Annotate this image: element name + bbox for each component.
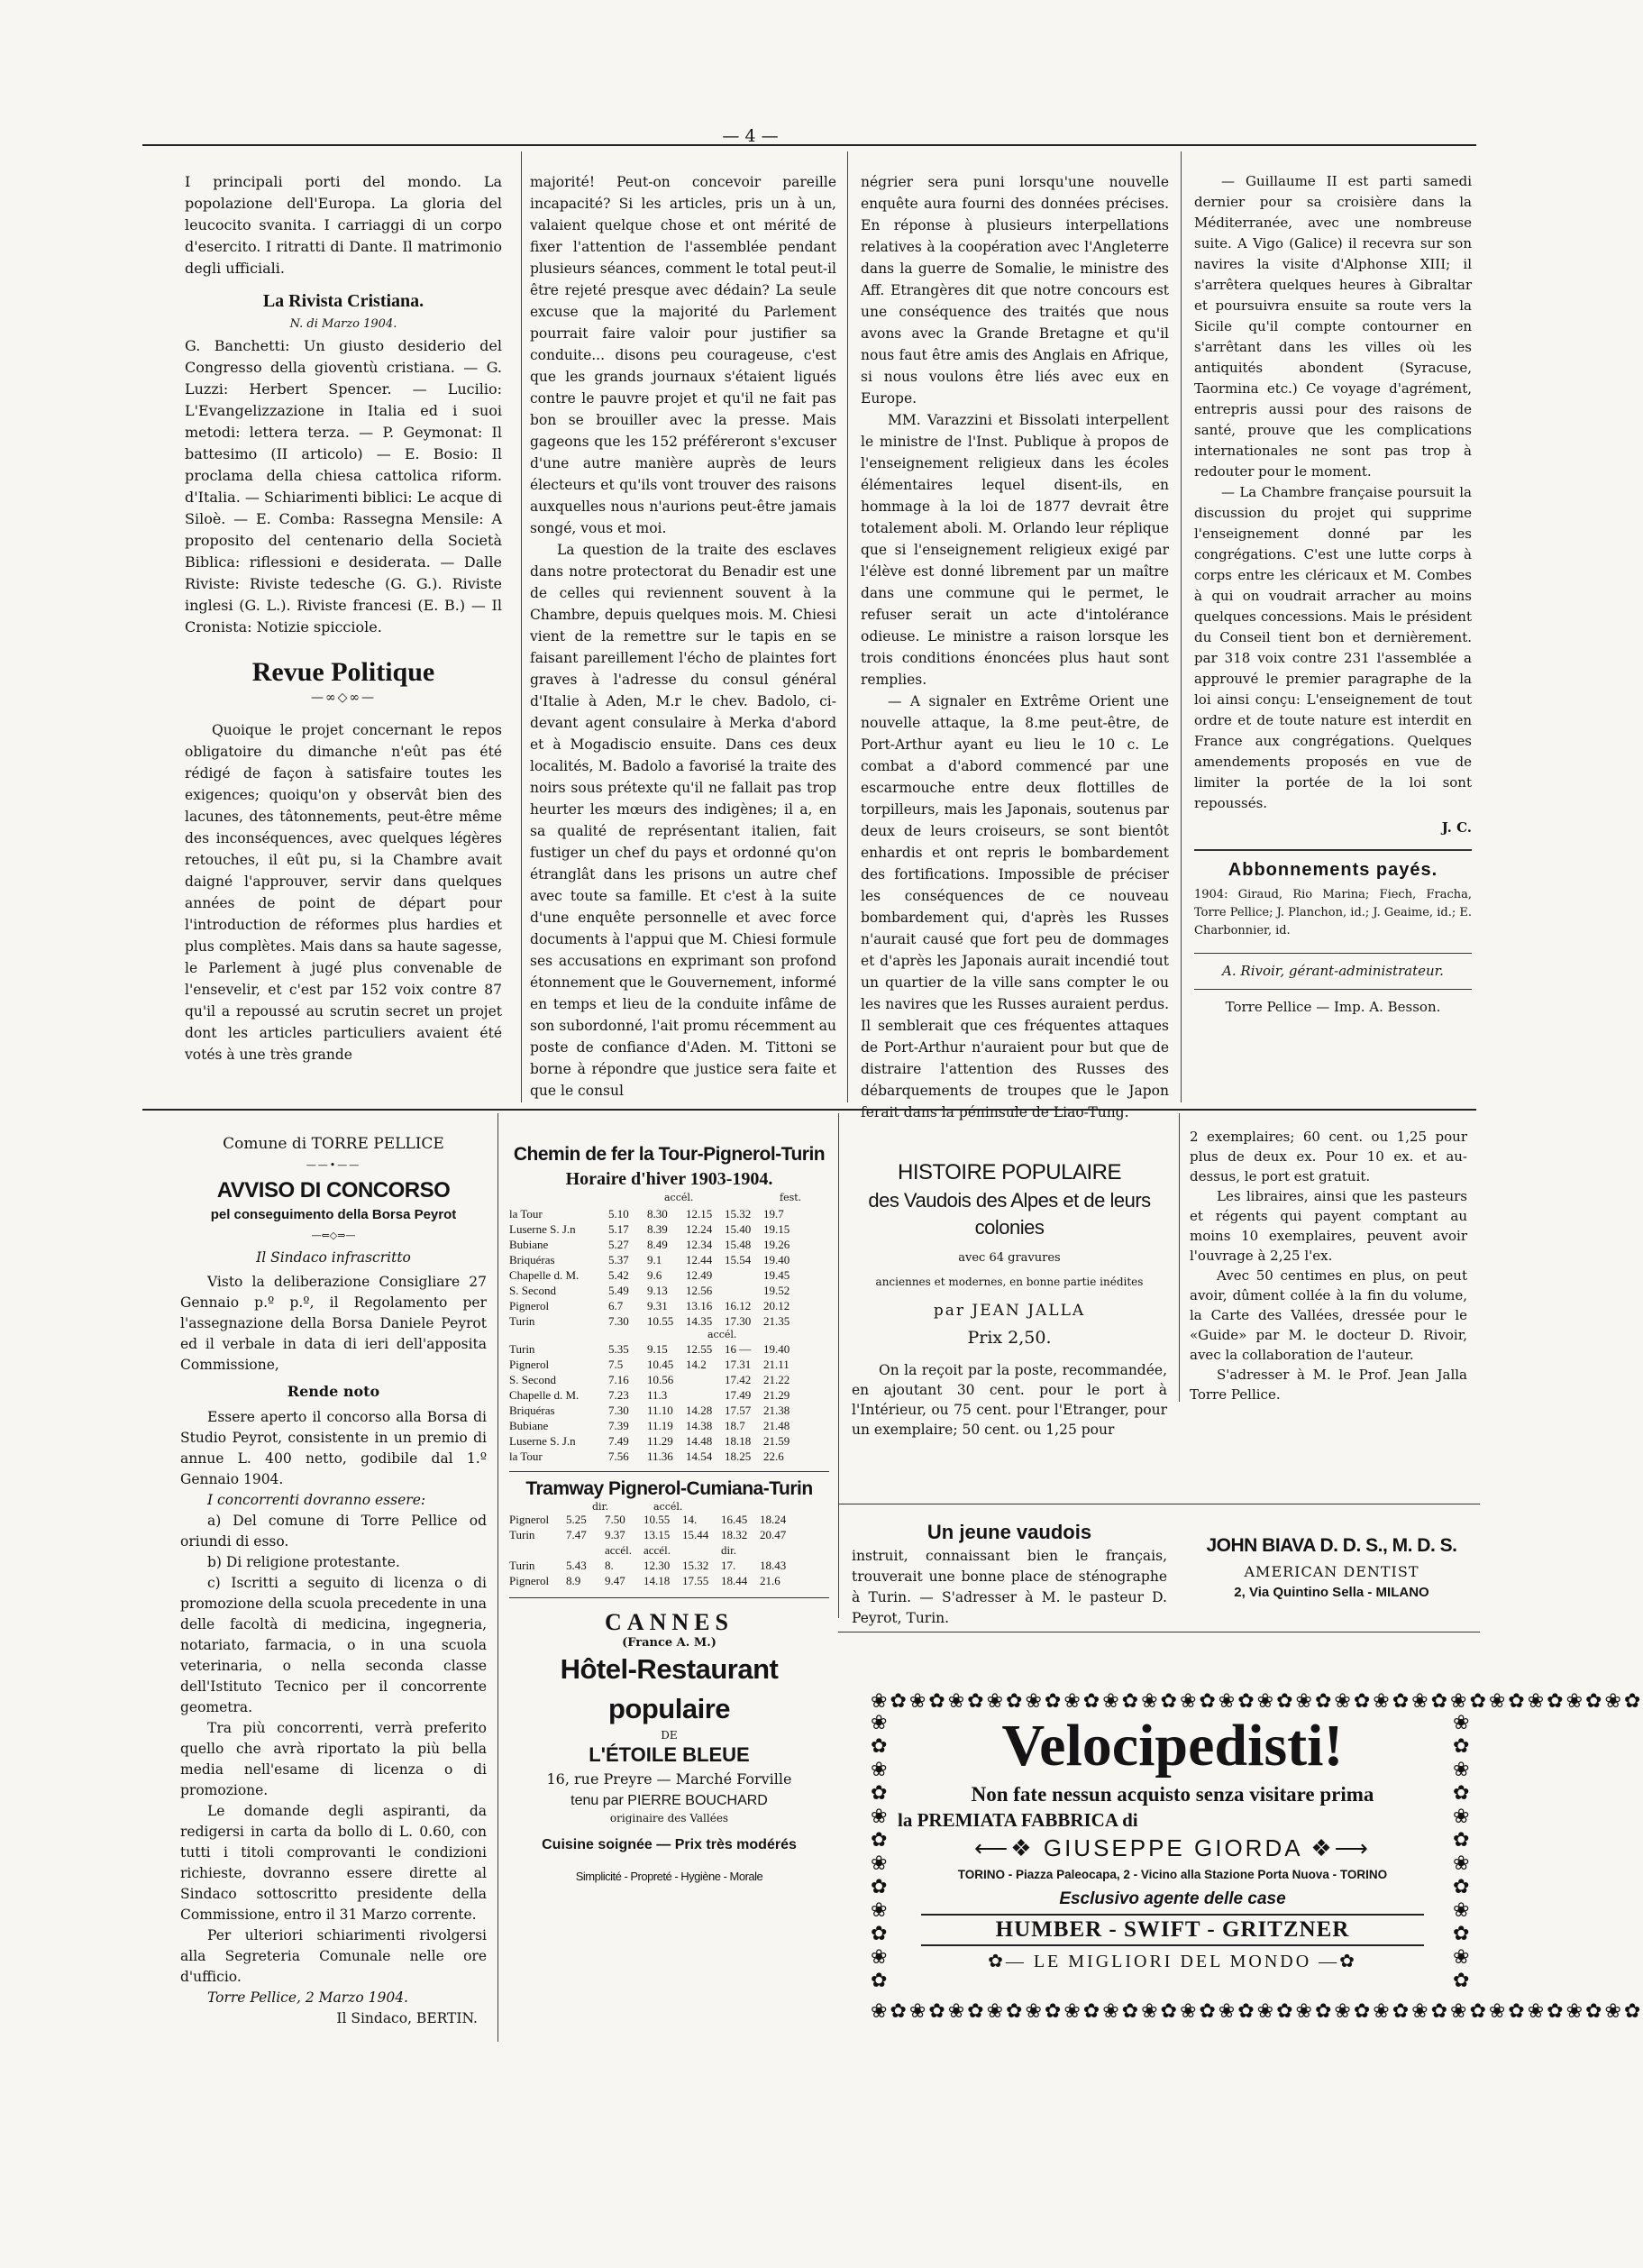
station-cell: S. Second xyxy=(509,1284,556,1297)
timetable-row xyxy=(509,1387,802,1403)
page-number: — 4 — xyxy=(722,126,779,146)
time-cell: 17.42 xyxy=(725,1373,752,1386)
biava-address: 2, Via Quintino Sella - MILANO xyxy=(1234,1585,1429,1600)
station-cell: Chapelle d. M. xyxy=(509,1388,580,1402)
time-cell: 12.44 xyxy=(686,1253,713,1267)
revue-paragraph: — La Chambre française poursuit la discussion du projet qui supprime l'enseignement donné par les congrégations. C'est une lutte corps à corps entre les cléricaux et M. Combes à qui on voudrait arracher au moins quelques concessions. Mais le président du Conseil tient bon et dernièrement. par 318 voix contre 231 l'assemblée a approuvé le premier paragraphe de la loi ainsi conçu: L'enseignement de tout ordre et de toute nature est interdit en France aux congrégations. Quelques amendements proposés en vue de limiter la portée de la loi sont repoussés. xyxy=(1194,484,1472,811)
time-cell: 12.55 xyxy=(686,1342,713,1356)
tram-row xyxy=(509,1573,799,1588)
time-cell: 19.26 xyxy=(763,1238,790,1251)
ornament: —∞◇∞— xyxy=(310,690,377,705)
column-divider xyxy=(847,151,848,1102)
station-cell: Pignerol xyxy=(509,1358,550,1371)
time-cell: 19.52 xyxy=(763,1284,790,1297)
station-cell: Turin xyxy=(509,1342,535,1356)
time-cell: 9.47 xyxy=(605,1574,625,1587)
revue-paragraph: — Guillaume II est parti samedi dernier pour sa croisière dans la Méditerranée, avec une nombreuse suite. A Vigo (Galice) il recevra sur son navires la visite d'Alphonse XIII; il s'arrêtera quelques heures à Gibraltar et poursuivra ensuite sa route vers la Sicile qu'il compte contourner en s'arrêtant dans les villes où les antiquités abondent (Syracuse, Taormina etc.) Ce voyage d'agrément, entrepris aussi pour des raisons de santé, prouve que les complications internationales ne sont pas trop à redouter pour le moment. xyxy=(1194,173,1472,480)
time-cell: 7.56 xyxy=(608,1450,629,1463)
time-cell: 15.32 xyxy=(682,1559,709,1572)
divider xyxy=(1194,849,1472,851)
time-cell: 14.2 xyxy=(686,1358,707,1371)
time-cell: 21.6 xyxy=(760,1574,780,1587)
giorda-name: ⟵❖ GIUSEPPE GIORDA ❖⟶ xyxy=(974,1834,1371,1861)
floral-border-bottom: ❀✿❀✿❀✿❀✿❀✿❀✿❀✿❀✿❀✿❀✿❀✿❀✿❀✿❀✿❀✿❀✿❀✿❀✿❀✿❀✿ xyxy=(871,2000,1643,2023)
time-cell: 19.45 xyxy=(763,1268,790,1282)
time-cell: 5.49 xyxy=(608,1284,629,1297)
time-cell: 16.12 xyxy=(725,1299,752,1312)
gerant-line: A. Rivoir, gérant-administrateur. xyxy=(1222,963,1444,979)
revue-body: Quoique le projet concernant le repos obligatoire du dimanche n'eût pas été rédigé de façon à satisfaire toutes les exigences; quoiqu'on y observât bien des lacunes, des tâtonnements, peut-être même des inconséquences, avec quelques légères retouches, il eût pu, si la Chambre avait daigné l'approuver, servir dans quelques années de point de départ pour l'introduction de réformes plus hardies et plus complètes. Mais dans sa haute sagesse, le Parlement à jugé plus convenable de l'ensevelir, et c'est par 152 voix contre 87 qu'il a repoussé au scrutin secret un projet dont les articles particuliers avaient été votés à une très grande xyxy=(185,722,502,1063)
time-cell: 21.35 xyxy=(763,1314,790,1328)
time-cell: 12.15 xyxy=(686,1207,713,1221)
station-cell: Bubiane xyxy=(509,1419,549,1432)
header-accel: accél. xyxy=(707,1329,737,1340)
tram-header-dir: dir. xyxy=(592,1501,609,1513)
histoire-contact: S'adresser à M. le Prof. Jean Jalla Torre Pellice. xyxy=(1190,1367,1467,1403)
comune-header: Comune di TORRE PELLICE xyxy=(223,1135,444,1153)
time-cell: 17.57 xyxy=(725,1404,752,1417)
time-cell: 17. xyxy=(721,1559,736,1572)
time-cell: 22.6 xyxy=(763,1450,784,1463)
velo-slogan: ✿— LE MIGLIORI DEL MONDO —✿ xyxy=(988,1952,1357,1971)
rivista-title: La Rivista Cristiana. xyxy=(262,291,424,311)
notice-lines: I principali porti del mondo. La popolazione dell'Europa. La gloria del leucocito svanita. I carriaggi di un corpo d'esercito. I ritratti di Dante. Il matrimonio degli ufficiali. xyxy=(185,173,502,277)
cannes-de: DE xyxy=(661,1729,678,1742)
velo-slogan-label: LE MIGLIORI DEL MONDO xyxy=(1033,1952,1312,1971)
concorso-paragraph: Per ulteriori schiarimenti rivolgersi alla Segreteria Comunale nelle ore d'ufficio. xyxy=(180,1927,487,1985)
time-cell: 14.48 xyxy=(686,1434,713,1448)
time-cell: 9.6 xyxy=(647,1268,662,1282)
sindaco-line: Il Sindaco infrascritto xyxy=(256,1249,411,1266)
time-cell: 18.44 xyxy=(721,1574,748,1587)
time-cell: 7.50 xyxy=(605,1513,625,1526)
histoire-continued xyxy=(1190,1127,1467,1404)
time-cell: 18.43 xyxy=(760,1559,787,1572)
station-cell: Luserne S. J.n xyxy=(509,1434,576,1448)
time-cell: 15.32 xyxy=(725,1207,752,1221)
floral-border-left: ❀ ✿ ❀ ✿ ❀ ✿ ❀ ✿ ❀ ✿ ❀ ✿ xyxy=(871,1712,890,1992)
time-cell xyxy=(682,1542,721,1558)
requisite-c: c) Iscritti a seguito di licenza o di promozione della scuola precedente in una delle facoltà di medicina, ingegneria, notariato, farmacia, o in una scuola veterinaria, o nella seconda classe dell'Istituto Tecnico per il concorrente geometra. xyxy=(180,1575,487,1715)
time-cell: 9.31 xyxy=(647,1299,668,1312)
header-fest: fest. xyxy=(780,1192,802,1203)
tram-row xyxy=(509,1512,799,1527)
concorso-subtitle: pel conseguimento della Borsa Peyrot xyxy=(210,1207,457,1222)
station-cell: Bubiane xyxy=(509,1238,549,1251)
time-cell: 8. xyxy=(605,1559,614,1572)
timetable-row xyxy=(509,1433,802,1449)
time-cell: 9.15 xyxy=(647,1342,668,1356)
tram-row xyxy=(509,1542,799,1558)
time-cell: 15.40 xyxy=(725,1222,752,1236)
section-rule xyxy=(142,1109,1476,1111)
velo-agent: Esclusivo agente delle case xyxy=(1059,1889,1286,1908)
concorso-paragraph: Visto la deliberazione Consigliare 27 Gennaio p.º p.º, il Regolamento per l'assegnazione della Borsa Daniele Peyrot ed il verbale in data di ieri dell'apposita Commissione, xyxy=(180,1274,487,1373)
time-cell: 17.30 xyxy=(725,1314,752,1328)
time-cell: 8.49 xyxy=(647,1238,668,1251)
station-cell: Pignerol xyxy=(509,1299,550,1312)
time-cell: 5.10 xyxy=(608,1207,629,1221)
station-cell: Pignerol xyxy=(509,1574,550,1587)
concorso-date: Torre Pellice, 2 Marzo 1904. xyxy=(207,1989,408,2006)
timetable-row xyxy=(509,1313,802,1329)
station-cell: Briquéras xyxy=(509,1253,555,1267)
histoire-paragraph: Les libraires, ainsi que les pasteurs et régents qui payent comptant au moins 10 exemplaires, peuvent avoir l'ouvrage à 2,25 l'ex. xyxy=(1190,1188,1467,1264)
time-cell xyxy=(686,1387,725,1403)
time-cell: dir. xyxy=(721,1543,736,1557)
etoile-bleue: L'ÉTOILE BLEUE xyxy=(589,1743,750,1766)
velo-line-2: la PREMIATA FABBRICA di xyxy=(898,1809,1138,1831)
histoire-gravures: avec 64 gravures xyxy=(958,1251,1061,1265)
header-rule xyxy=(142,144,1476,146)
column-2 xyxy=(530,171,836,1102)
time-cell xyxy=(686,1372,725,1387)
timetable-row xyxy=(509,1237,802,1252)
revue-paragraph: négrier sera puni lorsqu'une nouvelle enquête aura fourni des données précises. En réponse à plusieurs interpellations relatives à la coopération avec l'Angleterre dans la guerre de Somalie, le ministre des Aff. Etrangères dit que notre concours est une conséquence des traités que nous avons avec la Grande Bretagne et qu'il nous faut être amis des Anglais en Afrique, si nous voulons être liés avec eux en Europe. xyxy=(861,174,1169,407)
concorso-paragraph: Tra più concorrenti, verrà preferito quello che avrà riportato la più bella media nell'esame di licenza o di promozione. xyxy=(180,1720,487,1798)
time-cell: 20.47 xyxy=(760,1528,787,1541)
time-cell: 9.13 xyxy=(647,1284,668,1297)
timetable-box xyxy=(509,1143,829,1883)
time-cell: 17.49 xyxy=(725,1388,752,1402)
time-cell: 10.45 xyxy=(647,1358,674,1371)
velo-brands: HUMBER - SWIFT - GRITZNER xyxy=(921,1914,1424,1946)
revue-paragraph: majorité! Peut-on concevoir pareille incapacité? Si les articles, pris un à un, valaient quelque chose et ont mérité de fixer l'attention de l'assemblée pendant plusieurs séances, comment le total peut-il être rejeté presque avec dédain? La seule excuse que la majorité du Parlement pourrait faire valoir pour justifier sa conduite... disons peu courageuse, c'est que les grands journaux s'étaient ligués contre le pauvre projet et qu'il ne fait pas bon se brouiller avec la presse. Mais gageons que les 152 préféreront s'excuser d'une autre manière auprès de leurs électeurs et qu'ils vont trouver des raisons auxquelles nous n'aurions peut-être jamais songé, vous et moi. xyxy=(530,174,836,536)
station-cell xyxy=(509,1542,566,1558)
time-cell: 6.7 xyxy=(608,1299,624,1312)
time-cell xyxy=(566,1542,605,1558)
concorso-paragraph: Essere aperto il concorso alla Borsa di Studio Peyrot, consistente in un premio di annue L. 400 netto, godibile dal 1.º Gennaio 1904. xyxy=(180,1409,487,1487)
cannes-city: CANNES xyxy=(605,1609,734,1635)
time-cell: 7.30 xyxy=(608,1314,629,1328)
time-cell: 5.35 xyxy=(608,1342,629,1356)
time-cell: 12.34 xyxy=(686,1238,713,1251)
timetable-row xyxy=(509,1449,802,1464)
requisite-b: b) Di religione protestante. xyxy=(207,1554,400,1570)
station-cell: Turin xyxy=(509,1559,535,1572)
histoire-title: HISTOIRE POPULAIRE xyxy=(898,1160,1121,1184)
timetable-row xyxy=(509,1283,802,1298)
tram-title: Tramway Pignerol-Cumiana-Turin xyxy=(525,1478,813,1499)
abbonnements-list: 1904: Giraud, Rio Marina; Fiech, Fracha, Torre Pellice; J. Planchon, id.; J. Geaime, id.; E. Charbonnier, id. xyxy=(1194,888,1472,937)
column-divider xyxy=(1181,151,1182,1102)
biava-name: JOHN BIAVA D. D. S., M. D. S. xyxy=(1206,1535,1457,1556)
time-cell: 7.16 xyxy=(608,1373,629,1386)
column-divider xyxy=(838,1113,839,1618)
time-cell: 5.27 xyxy=(608,1238,629,1251)
tram-header-accel: accél. xyxy=(653,1501,683,1513)
imprimerie-line: Torre Pellice — Imp. A. Besson. xyxy=(1225,999,1441,1015)
tram-row xyxy=(509,1527,799,1542)
timetable-outbound xyxy=(509,1206,802,1329)
station-cell: la Tour xyxy=(509,1450,543,1463)
histoire-docs: anciennes et modernes, en bonne partie inédites xyxy=(875,1276,1144,1288)
timetable-row xyxy=(509,1267,802,1283)
time-cell: 17.55 xyxy=(682,1574,709,1587)
time-cell: 7.5 xyxy=(608,1358,624,1371)
time-cell: 16 — xyxy=(725,1342,752,1356)
column-divider xyxy=(521,151,522,1102)
time-cell: 14. xyxy=(682,1513,698,1526)
time-cell: 5.42 xyxy=(608,1268,629,1282)
time-cell: accél. xyxy=(605,1543,632,1557)
time-cell: 18.18 xyxy=(725,1434,752,1448)
time-cell: 12.30 xyxy=(644,1559,671,1572)
signature: J. C. xyxy=(1441,819,1472,836)
time-cell: 10.55 xyxy=(644,1513,671,1526)
timetable-row xyxy=(509,1418,802,1433)
timetable-row xyxy=(509,1206,802,1221)
time-cell: 11.36 xyxy=(647,1450,673,1463)
time-cell: 15.48 xyxy=(725,1238,752,1251)
column-4 xyxy=(1194,171,1472,1018)
station-cell: Chapelle d. M. xyxy=(509,1268,580,1282)
divider xyxy=(1194,989,1472,990)
velo-line-1: Non fate nessun acquisto senza visitare prima xyxy=(971,1783,1374,1806)
station-cell: Pignerol xyxy=(509,1513,550,1526)
time-cell: 13.16 xyxy=(686,1299,713,1312)
timetable-row xyxy=(509,1341,802,1357)
time-cell: 9.37 xyxy=(605,1528,625,1541)
time-cell: 18.25 xyxy=(725,1450,752,1463)
hotel-name: Hôtel-Restaurant populaire xyxy=(560,1653,779,1724)
velocipedisti-content xyxy=(894,1710,1451,1975)
time-cell: 5.17 xyxy=(608,1222,629,1236)
timetable-row xyxy=(509,1372,802,1387)
biava-ad xyxy=(1181,1532,1483,1600)
histoire-price: Prix 2,50. xyxy=(967,1328,1052,1348)
timetable-row xyxy=(509,1357,802,1372)
histoire-ad xyxy=(852,1158,1167,1440)
timetable-inbound xyxy=(509,1341,802,1464)
station-cell: Turin xyxy=(509,1528,535,1541)
velocipedisti-ad xyxy=(871,1690,1643,2023)
time-cell: 16.45 xyxy=(721,1513,748,1526)
time-cell: 14.18 xyxy=(644,1574,671,1587)
time-cell: 19.15 xyxy=(763,1222,790,1236)
time-cell: 12.49 xyxy=(686,1268,713,1282)
biava-role: AMERICAN DENTIST xyxy=(1244,1563,1419,1580)
time-cell: 21.59 xyxy=(763,1434,790,1448)
time-cell: 15.54 xyxy=(725,1253,752,1267)
revue-paragraph: La question de la traite des esclaves dans notre protectorat du Benadir est une de celles qui reviennent souvent à la Chambre, depuis quelques mois. M. Chiesi vient de la remettre sur le tapis en se faisant pareillement l'écho de plaintes fort graves à l'adresse du consul général d'Italie à Aden, M.r le chev. Badolo, ci-devant agent consulaire à Merka d'abord et à Mogadiscio ensuite. Dans ces deux localités, M. Badolo a favorisé la traite des noirs sous prétexte qu'il ne fallait pas trop heurter les mœurs des indigènes; il a, en sa qualité de représentant italien, fait fustiger un chef du pays et ordonné qu'on étranglât dans les prisons un autre chef avec toute sa famille. Et c'est à la suite d'une enquête personnelle et avec force documents à l'appui que M. Chiesi formule ses accusations en exprimant son profond étonnement que le Gouvernement, informé en temps et lieu de la conduite infâme de son subordonné, l'ait promu récemment au poste de confiance d'Aden. M. Tittoni se borne à répondre que justice sera faite et que le consul xyxy=(530,542,836,1099)
time-cell: 13.15 xyxy=(644,1528,671,1541)
cannes-address: 16, rue Preyre — Marché Forville xyxy=(546,1770,792,1788)
floral-border-right: ❀ ✿ ❀ ✿ ❀ ✿ ❀ ✿ ❀ ✿ ❀ ✿ xyxy=(1453,1712,1473,1992)
jeune-ad xyxy=(852,1519,1167,1629)
time-cell: 7.30 xyxy=(608,1404,629,1417)
time-cell: 11.29 xyxy=(647,1434,673,1448)
timetable-tram xyxy=(509,1512,799,1588)
time-cell: 21.22 xyxy=(763,1373,790,1386)
time-cell: 11.3 xyxy=(647,1388,668,1402)
concorso-paragraph: Le domande degli aspiranti, da redigersi in carta da bollo di L. 0.60, con tutti i titoli comprovanti le condizioni richieste, dovranno essere dirette al Sindaco sottoscritto presidente della Commissione, entro il 31 Marzo corrente. xyxy=(180,1803,487,1923)
requisite-a: a) Del comune di Torre Pellice od oriundi di esso. xyxy=(180,1513,487,1550)
rivista-date: N. di Marzo 1904. xyxy=(289,317,397,331)
histoire-body: On la reçoit par la poste, recommandée, en ajoutant 30 cent. pour le port à l'Intérieur, ou 75 cent. pour l'Etranger, pour un exemplaire; 50 cent. ou 1,25 pour xyxy=(852,1362,1167,1438)
divider xyxy=(1194,953,1472,954)
station-cell: Briquéras xyxy=(509,1404,555,1417)
cannes-cuisine: Cuisine soignée — Prix très modérés xyxy=(542,1837,797,1852)
timetable-row xyxy=(509,1221,802,1237)
time-cell: 17.31 xyxy=(725,1358,752,1371)
time-cell: 10.56 xyxy=(647,1373,674,1386)
timetable-row xyxy=(509,1252,802,1267)
time-cell: 5.43 xyxy=(566,1559,587,1572)
time-cell: 7.49 xyxy=(608,1434,629,1448)
time-cell: 7.39 xyxy=(608,1419,629,1432)
time-cell xyxy=(725,1267,763,1283)
time-cell: 12.56 xyxy=(686,1284,713,1297)
time-cell xyxy=(725,1283,763,1298)
abbonnements-title: Abbonnements payés. xyxy=(1228,860,1438,880)
time-cell: 11.19 xyxy=(647,1419,673,1432)
jeune-body: instruit, connaissant bien le français, trouverait une bonne place de sténographe à Turin. — S'adresser à M. le pasteur D. Peyrot, Turin. xyxy=(852,1548,1167,1626)
time-cell: 7.47 xyxy=(566,1528,587,1541)
revue-title: Revue Politique xyxy=(251,657,435,687)
column-divider xyxy=(497,1113,498,2042)
revue-paragraph: MM. Varazzini et Bissolati interpellent le ministre de l'Inst. Publique à propos de l'enseignement religieux dans les écoles élémentaires lequel disent-ils, en hommage à la loi de 1877 devrait être totalement aboli. M. Orlando leur réplique que si l'enseignement religieux exigé par l'élève est donné librement par un maître dans une commune qui le permet, le refuser serait un acte d'intolérance odieuse. Le ministre a raison lorsque les trois conditions énoncées plus haut sont remplies. xyxy=(861,412,1169,688)
station-cell: Turin xyxy=(509,1314,535,1328)
concorso-notice: Comune di TORRE PELLICE ——•—— AVVISO DI CONCORSO pel conseguimento della Borsa Peyrot —⇐◇⇒— Il Sindaco infrascritto Visto la deliberazione Consigliare 27 Gennaio p.º p.º, il Regolamento per l'assegnazione della Borsa Daniele Peyrot ed il verbale in data di ieri dell'apposita Commissione, Rende noto Essere aperto il concorso alla Borsa di Studio Peyrot, consistente in un premio di annue L. 400 netto, godibile dal 1.º Gennaio 1904. I concorrenti dovranno essere: a) Del comune di Torre Pellice od oriundi di esso. b) Di religione protestante. c) Iscritti a seguito di licenza o di promozione della scuola precedente in una delle facoltà di medicina, ingegneria, notariato, farmacia, o in una scuola veterinaria, o nella seconda classe dell'Istituto Tecnico per il concorrente geometra. Tra più concorrenti, verrà preferito quello che avrà riportato la più bella media nell'esame di licenza o di promozione. Le domande degli aspiranti, da redigersi in carta da bollo di L. 0.60, con tutti i titoli comprovanti le condizioni richieste, dovranno essere dirette al Sindaco sottoscritto presidente della Commissione, entro il 31 Marzo corrente. Per ulteriori schiarimenti rivolgersi alla Segreteria Comunale nelle ore d'ufficio. Torre Pellice, 2 Marzo 1904. Il Sindaco, BERTIN. xyxy=(180,1134,487,2029)
time-cell: 21.11 xyxy=(763,1358,790,1371)
time-cell: 21.48 xyxy=(763,1419,790,1432)
cannes-owner: tenu par PIERRE BOUCHARD xyxy=(570,1793,768,1808)
column-1 xyxy=(185,171,502,1065)
cannes-country: (France A. M.) xyxy=(622,1636,717,1650)
requisites-heading: I concorrenti dovranno essere: xyxy=(207,1492,426,1508)
histoire-author: par JEAN JALLA xyxy=(933,1302,1086,1320)
time-cell: 20.12 xyxy=(763,1299,790,1312)
time-cell: 7.23 xyxy=(608,1388,629,1402)
time-cell: 18.24 xyxy=(760,1513,787,1526)
time-cell: 5.37 xyxy=(608,1253,629,1267)
cannes-origin: originaire des Vallées xyxy=(609,1812,729,1824)
velocipedisti-title: Velocipedisti! xyxy=(1001,1713,1344,1779)
cannes-motto: Simplicité - Propreté - Hygiène - Morale xyxy=(575,1870,763,1883)
time-cell: 21.38 xyxy=(763,1404,790,1417)
time-cell: 14.38 xyxy=(686,1419,713,1432)
column-3 xyxy=(861,171,1169,1123)
time-cell: 14.35 xyxy=(686,1314,713,1328)
time-cell: 18.32 xyxy=(721,1528,748,1541)
time-cell: 19.40 xyxy=(763,1342,790,1356)
velo-address: TORINO - Piazza Paleocapa, 2 - Vicino alla Stazione Porta Nuova - TORINO xyxy=(957,1868,1388,1881)
time-cell: 18.7 xyxy=(725,1419,745,1432)
time-cell xyxy=(760,1542,799,1558)
time-cell: 8.39 xyxy=(647,1222,668,1236)
chemin-title: Chemin de fer la Tour-Pignerol-Turin xyxy=(513,1144,826,1165)
column-divider xyxy=(1179,1113,1180,1402)
rende-noto: Rende noto xyxy=(287,1383,380,1400)
time-cell: accél. xyxy=(644,1543,671,1557)
concorso-signature: Il Sindaco, BERTIN. xyxy=(336,2010,478,2026)
time-cell: 10.55 xyxy=(647,1314,674,1328)
time-cell: 21.29 xyxy=(763,1388,790,1402)
timetable-row xyxy=(509,1298,802,1313)
time-cell: 19.7 xyxy=(763,1207,784,1221)
time-cell: 19.40 xyxy=(763,1253,790,1267)
time-cell: 8.9 xyxy=(566,1574,581,1587)
time-cell: 14.54 xyxy=(686,1450,713,1463)
time-cell: 8.30 xyxy=(647,1207,668,1221)
timetable-row xyxy=(509,1403,802,1418)
histoire-paragraph: Avec 50 centimes en plus, on peut avoir, dûment collée à la fin du volume, la Carte des Vallées, dressée pour le «Guide» par M. le docteur D. Rivoir, avec la collaboration de l'auteur. xyxy=(1190,1267,1467,1363)
time-cell: 14.28 xyxy=(686,1404,713,1417)
tram-row xyxy=(509,1558,799,1573)
histoire-paragraph: 2 exemplaires; 60 cent. ou 1,25 pour plus de deux ex. Pour 10 ex. et au-dessus, le port est gratuit. xyxy=(1190,1129,1467,1184)
giorda-label: GIUSEPPE GIORDA xyxy=(1043,1834,1302,1861)
rivista-contents: G. Banchetti: Un giusto desiderio del Congresso della gioventù cristiana. — G. Luzzi: Herbert Spencer. — Lucilio: L'Evangelizzazione in Italia ed i suoi metodi: lettera terza. — P. Geymonat: Il battesimo (II articolo) — E. Bosio: Il proclama della chiesa cattolica riform. d'Italia. — Schiarimenti biblici: Le acque di Siloè. — E. Comba: Rassegna Mensile: A proposito del centenario della Società Biblica: riflessioni e desiderata. — Dalle Riviste: Riviste tedesche (G. G.). Riviste inglesi (G. L.). Riviste francesi (E. B.) — Il Cronista: Notizie spicciole. xyxy=(185,337,502,636)
time-cell: 9.1 xyxy=(647,1253,662,1267)
floral-border-top: ❀✿❀✿❀✿❀✿❀✿❀✿❀✿❀✿❀✿❀✿❀✿❀✿❀✿❀✿❀✿❀✿❀✿❀✿❀✿❀✿ xyxy=(871,1690,1643,1713)
header-accel: accél. xyxy=(664,1192,694,1203)
time-cell: 12.24 xyxy=(686,1222,713,1236)
chemin-subtitle: Horaire d'hiver 1903-1904. xyxy=(565,1169,773,1189)
concorso-title: AVVISO DI CONCORSO xyxy=(216,1178,451,1203)
revue-paragraph: — A signaler en Extrême Orient une nouvelle attaque, la 8.me peut-être, de Port-Arthur ayant eu lieu le 10 c. Le combat a d'abord commencé par une escarmouche entre deux flottilles de torpilleurs, mais les Japonais, soutenus par deux de leurs croiseurs, se sont bientôt enhardis et ont repris le bombardement des fortifications. Impossible de préciser les conséquences de ce nouveau bombardement qui, d'après les Russes n'aurait causé que fort peu de dommages et d'après les Japonais aurait incendié tout un quartier de la ville sans compter le ou les navires que les Russes auraient perdus. Il semblerait que ces fréquentes attaques de Port-Arthur n'auraient pour but que de distraire l'attention des Russes des débarquements de troupes que le Japon ferait dans la péninsule de Liao-Tung. xyxy=(861,693,1169,1120)
histoire-subtitle: des Vaudois des Alpes et de leurs colonies xyxy=(868,1189,1151,1239)
station-cell: la Tour xyxy=(509,1207,543,1221)
time-cell: 15.44 xyxy=(682,1528,709,1541)
station-cell: Luserne S. J.n xyxy=(509,1222,576,1236)
jeune-title: Un jeune vaudois xyxy=(926,1521,1092,1543)
time-cell: 5.25 xyxy=(566,1513,587,1526)
time-cell: 11.10 xyxy=(647,1404,673,1417)
station-cell: S. Second xyxy=(509,1373,556,1386)
